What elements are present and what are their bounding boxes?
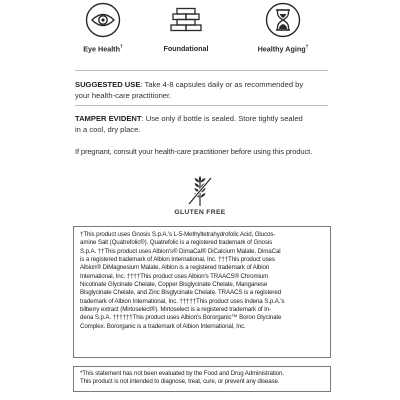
trademark-line: International, Inc. ††††This product uses Albion's TRAACS® Chromium <box>80 272 269 280</box>
gluten-free-wheat-icon <box>180 175 220 207</box>
disclaimer-line: This product is not intended to diagnose, treat, cure, or prevent any disease. <box>80 378 280 386</box>
tamper-evident: TAMPER EVIDENT: Use only if bottle is sealed. Store tightly sealed in a cool, dry place. <box>75 114 303 135</box>
trademark-line: bilberry extract (Mirtoselect®). Mirtoselect is a registered trademark of In- <box>80 306 271 314</box>
pregnancy-note: If pregnant, consult your health-care practitioner before using this product. <box>75 147 313 156</box>
suggested-use-heading: SUGGESTED USE <box>75 80 141 89</box>
suggested-use: SUGGESTED USE: Take 4-8 capsules daily or as recommended by your health-care practitioner. <box>75 80 304 101</box>
trademark-line: Bisglycinate Chelate, and Zinc Bisglycinate Chelate. TRAACS is a registered <box>80 289 282 297</box>
divider <box>75 105 328 106</box>
trademark-line: Albion® DiMagnesium Malate. Albion is a registered trademark of Albion <box>80 264 270 272</box>
trademark-line: †This product uses Gnosis S.p.A.'s L-5-Methyltetrahydrofolic Acid, Glucos- <box>80 231 276 238</box>
brick-wall-icon <box>168 2 204 38</box>
eye-icon <box>85 2 121 38</box>
trademark-line: trademark of Albion International, Inc. †††††This product uses Indena S.p.A.'s <box>80 297 285 305</box>
fda-disclaimer-box <box>73 366 331 392</box>
trademark-line: amine Salt (Quatrefolic®). Quatrefolic is a registered trademark of Gnosis <box>80 239 273 247</box>
divider <box>75 70 328 71</box>
hourglass-icon <box>265 2 301 38</box>
trademark-line: dena S.p.A. ††††††This product uses Albion's Bororganic™ Boron Glycinate <box>80 314 282 322</box>
benefit-foundational <box>146 2 226 53</box>
disclaimer-line: *This statement has not been evaluated by the Food and Drug Administration. <box>80 370 284 377</box>
benefit-label: Healthy Aging† <box>257 44 309 54</box>
trademark-line: Complex. Bororganic is a trademark of Albion International, Inc. <box>80 322 246 330</box>
benefit-eye-health <box>63 2 143 53</box>
benefit-label: Eye Health† <box>83 44 123 54</box>
trademark-line: S.p.A. ††This product uses Albion's® DimaCal® DiCalcium Malate. DimaCal <box>80 247 281 255</box>
trademark-notes-box <box>73 226 331 358</box>
benefit-label: Foundational <box>163 44 209 53</box>
trademark-line: is a registered trademark of Albion International, Inc. †††This product uses <box>80 256 275 264</box>
tamper-evident-heading: TAMPER EVIDENT <box>75 114 142 123</box>
trademark-line: Nicotinate Glycinate Chelate, Copper Bisglycinate Chelate, Manganese <box>80 281 268 289</box>
benefit-healthy-aging <box>243 2 323 53</box>
gluten-free-label: GLUTEN FREE <box>174 209 226 216</box>
